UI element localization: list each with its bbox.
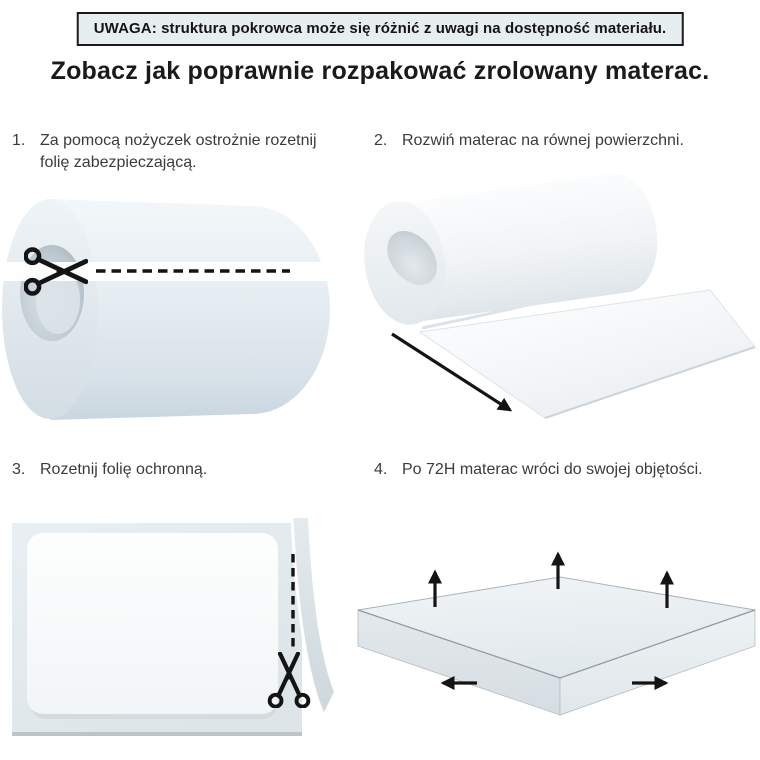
step-2-text: Rozwiń materac na równej powierzchni. bbox=[402, 132, 684, 149]
step-3-number: 3. bbox=[12, 461, 26, 478]
step-1 bbox=[12, 130, 342, 173]
step-2 bbox=[374, 130, 752, 152]
step-3-text: Rozetnij folię ochronną. bbox=[40, 461, 208, 478]
unrolling-mattress-illustration bbox=[360, 162, 760, 440]
expanding-mattress-illustration bbox=[355, 545, 760, 760]
step-1-number: 1. bbox=[12, 132, 26, 149]
mattress-slab bbox=[358, 577, 755, 715]
step-2-number: 2. bbox=[374, 132, 388, 149]
step-1-text: Za pomocą nożyczek ostrożnie rozetnij folię zabezpieczającą. bbox=[40, 132, 317, 171]
page-title: Zobacz jak poprawnie rozpakować zrolowany materac. bbox=[50, 57, 710, 85]
step-3 bbox=[12, 459, 342, 481]
flat-mattress bbox=[27, 533, 278, 719]
step-4-text: Po 72H materac wróci do swojej objętości. bbox=[402, 461, 703, 478]
notice-text: UWAGA: struktura pokrowca może się różnić z uwagi na dostępność materiału. bbox=[93, 20, 667, 37]
mattress-roll bbox=[2, 199, 330, 420]
step-4 bbox=[374, 459, 752, 481]
rolled-mattress-illustration bbox=[0, 190, 340, 436]
cut-protective-foil-illustration bbox=[5, 512, 340, 760]
notice-banner bbox=[77, 12, 684, 46]
step-4-number: 4. bbox=[374, 461, 388, 478]
